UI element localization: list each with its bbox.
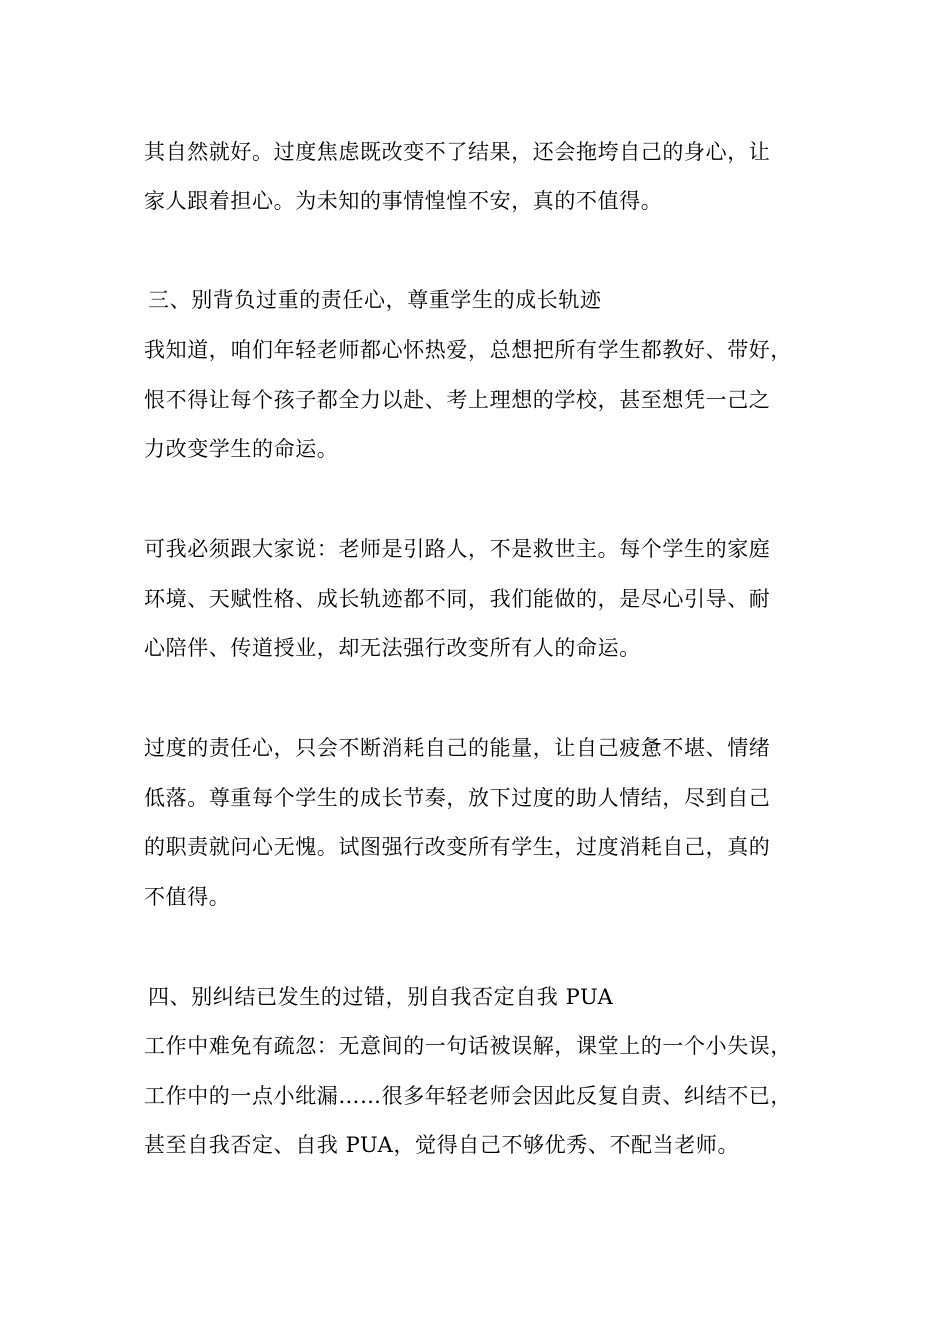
paragraph-line: 恨不得让每个孩子都全力以赴、考上理想的学校，甚至想凭一己之	[144, 388, 771, 412]
paragraph-line: 心陪伴、传道授业，却无法强行改变所有人的命运。	[144, 636, 641, 660]
section-heading: 三、别背负过重的责任心，尊重学生的成长轨迹	[148, 288, 602, 312]
paragraph-line: 工作中难免有疏忽：无意间的一句话被误解，课堂上的一个小失误，	[144, 1034, 792, 1058]
paragraph-line: 我知道，咱们年轻老师都心怀热爱，总想把所有学生都教好、带好，	[144, 338, 792, 362]
paragraph-line: 环境、天赋性格、成长轨迹都不同，我们能做的，是尽心引导、耐	[144, 587, 771, 611]
paragraph-line: 不值得。	[144, 885, 231, 909]
paragraph-line: 过度的责任心，只会不断消耗自己的能量，让自己疲惫不堪、情绪	[144, 736, 771, 760]
paragraph-line: 家人跟着担心。为未知的事情惶惶不安，真的不值得。	[144, 189, 663, 213]
paragraph-line: 甚至自我否定、自我 PUA，觉得自己不够优秀、不配当老师。	[144, 1133, 740, 1157]
paragraph-line: 力改变学生的命运。	[144, 437, 339, 461]
paragraph-line: 工作中的一点小纰漏……很多年轻老师会因此反复自责、纠结不已，	[144, 1084, 792, 1108]
paragraph-line: 可我必须跟大家说：老师是引路人，不是救世主。每个学生的家庭	[144, 537, 771, 561]
paragraph-line: 其自然就好。过度焦虑既改变不了结果，还会拖垮自己的身心，让	[144, 140, 771, 164]
paragraph-line: 低落。尊重每个学生的成长节奏，放下过度的助人情结，尽到自己	[144, 786, 771, 810]
section-heading: 四、别纠结已发生的过错，别自我否定自我 PUA	[148, 985, 614, 1009]
paragraph-line: 的职责就问心无愧。试图强行改变所有学生，过度消耗自己，真的	[144, 835, 771, 859]
